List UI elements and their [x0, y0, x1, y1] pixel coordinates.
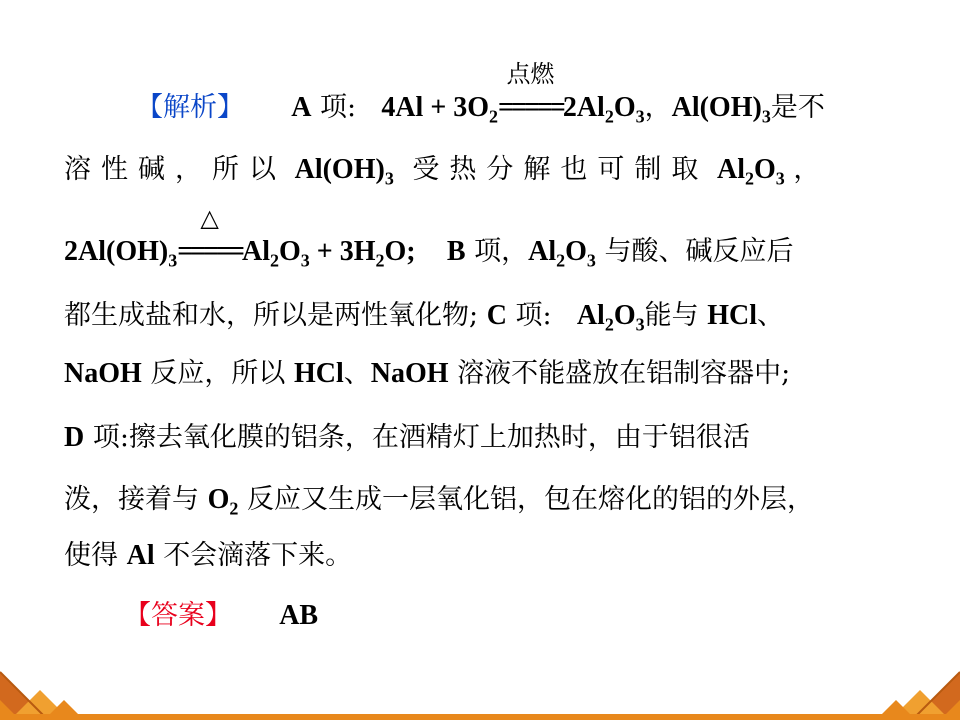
formula-aloh3: 2Al(OH)	[64, 236, 169, 267]
formula-o2: O	[207, 484, 230, 515]
analysis-line-6	[64, 418, 894, 458]
text: 泼，接着与	[64, 484, 199, 515]
text: 能与	[644, 300, 699, 331]
subscript: 3	[586, 250, 596, 271]
analysis-line-2	[64, 150, 894, 198]
formula-water: + 3H	[309, 236, 376, 267]
formula-al: Al	[126, 540, 155, 571]
equation-condition: 点燃	[506, 60, 555, 88]
formula-o: O	[279, 236, 301, 267]
subscript: 3	[635, 314, 645, 335]
analysis-line-4	[64, 296, 894, 344]
analysis-tag: 【解析】	[136, 92, 244, 123]
text: 是不	[770, 92, 825, 123]
analysis-line-7	[64, 480, 894, 528]
formula-water-o: O;	[384, 236, 416, 267]
subscript: 2	[604, 314, 614, 335]
option-a-label: A	[291, 92, 312, 123]
subscript: 3	[384, 168, 394, 189]
formula-al: Al	[528, 236, 557, 267]
option-d-label: D	[64, 422, 85, 453]
formula-hcl: HCl	[293, 358, 344, 389]
equation-reactants: 4Al + 3O	[381, 92, 490, 123]
formula-naoh: NaOH	[64, 358, 142, 389]
equation-arrow: 点燃 =====	[498, 88, 563, 128]
subscript: 2	[270, 250, 279, 271]
formula-hcl: HCl	[707, 300, 757, 331]
option-b-label: B	[446, 236, 466, 267]
text: 反应又生成一层氧化铝，包在熔化的铝的外层，	[246, 484, 814, 515]
analysis-line-8	[64, 536, 894, 576]
formula-aloh: Al(OH)	[294, 154, 385, 185]
formula-o: O	[565, 236, 587, 267]
text: 使得	[64, 540, 118, 571]
subscript: 2	[604, 106, 614, 127]
subscript: 3	[775, 168, 785, 189]
subscript: 2	[556, 250, 566, 271]
option-a-label-cn: 项:	[320, 92, 357, 123]
equation-product: 2Al	[562, 92, 605, 123]
corner-decoration-right	[850, 660, 960, 720]
formula-al2o3: Al	[717, 154, 745, 185]
subscript: 3	[761, 106, 771, 127]
bottom-bar	[0, 714, 960, 720]
comma: ，	[644, 92, 672, 123]
text: 受热分解也可制取	[412, 154, 709, 185]
equation-arrow: △ =====	[177, 232, 242, 272]
comma: 、	[756, 300, 784, 331]
analysis-line-5	[64, 354, 894, 394]
analysis-line-1	[136, 60, 896, 136]
text: 项，	[474, 236, 529, 267]
answer-value: AB	[279, 600, 319, 631]
subscript: 3	[635, 106, 645, 127]
text: 溶液不能盛放在铝制容器中;	[457, 358, 791, 389]
formula-o: O	[754, 154, 776, 185]
corner-decoration-left	[0, 660, 110, 720]
formula-aloh: Al(OH)	[671, 92, 762, 123]
heat-condition: △	[200, 204, 219, 232]
formula-al: Al	[576, 300, 605, 331]
answer-tag: 【答案】	[124, 600, 232, 631]
formula-al: Al	[242, 236, 270, 267]
equation-product-o: O	[613, 92, 636, 123]
text: 都生成盐和水，所以是两性氧化物;	[64, 300, 479, 331]
subscript: 2	[489, 106, 499, 127]
subscript: 2	[745, 168, 754, 189]
formula-naoh: NaOH	[370, 358, 449, 389]
comma: 、	[343, 358, 371, 389]
answer-line	[124, 596, 954, 636]
subscript: 3	[168, 250, 178, 271]
text: 不会滴落下来。	[163, 540, 353, 571]
text: 项:	[515, 300, 552, 331]
formula-o: O	[613, 300, 636, 331]
analysis-line-3	[64, 204, 894, 280]
text: 溶性碱，所以	[64, 154, 286, 185]
comma: ，	[793, 154, 821, 185]
text: 反应，所以	[150, 358, 286, 389]
text: 项:擦去氧化膜的铝条，在酒精灯上加热时，由于铝很活	[92, 422, 750, 453]
subscript: 2	[229, 498, 239, 519]
subscript: 3	[300, 250, 310, 271]
option-c-label: C	[486, 300, 507, 331]
subscript: 2	[375, 250, 385, 271]
text: 与酸、碱反应后	[604, 236, 794, 267]
